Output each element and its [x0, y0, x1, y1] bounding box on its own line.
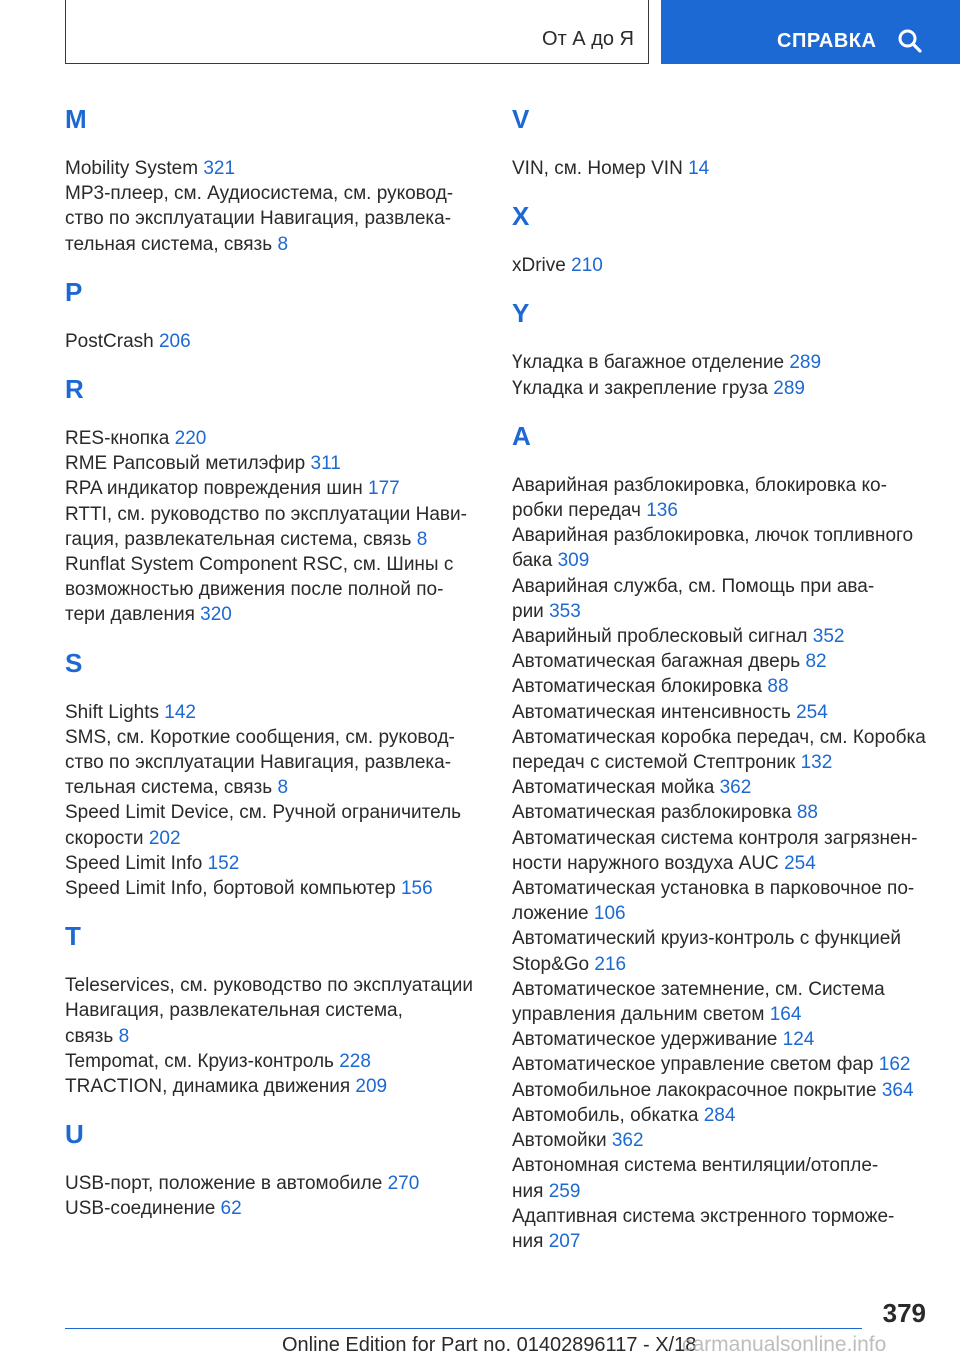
entry-list [65, 973, 485, 1099]
entry-line: Аварийная разблокировка, лючок топливного [512, 525, 914, 547]
index-entry [65, 156, 485, 181]
entry-line: Автомобиль, обкатка [512, 1104, 704, 1126]
index-entry [512, 800, 932, 825]
page-link[interactable]: 164 [769, 1004, 802, 1026]
index-column-left [65, 98, 485, 1240]
page-link[interactable]: 289 [773, 377, 805, 399]
entry-line: ложение [512, 903, 594, 925]
entry-text [65, 973, 485, 998]
page-link[interactable]: 136 [646, 500, 678, 522]
index-entry [512, 926, 932, 976]
entry-line: Автономная система вентиляции/отопле- [512, 1155, 879, 1177]
entry-text [512, 926, 932, 951]
entry-text [65, 1024, 485, 1049]
entry-line: Адаптивная система экстренного торможе- [512, 1205, 895, 1227]
entry-line: Автоматическая установка в парковочное по- [512, 878, 915, 900]
entry-line: RES-кнопка [65, 428, 175, 450]
entry-line: Stop&Go [512, 953, 595, 975]
entry-line: передач с системой Стептроник [512, 752, 801, 774]
entry-list [65, 156, 485, 257]
index-entry [512, 624, 932, 649]
index-section [65, 372, 485, 628]
index-entry [512, 350, 932, 375]
entry-line: USB-соединение [65, 1198, 221, 1220]
entry-text [65, 156, 485, 181]
index-entry [512, 674, 932, 699]
entry-line: Автоматическая мойка [512, 777, 720, 799]
entry-line: ство по эксплуатации Навигация, развлека- [65, 208, 452, 230]
entry-line: Автоматическое удерживание [512, 1029, 783, 1051]
entry-line: ния [512, 1180, 549, 1202]
index-section [65, 275, 485, 354]
page-link[interactable]: 352 [812, 626, 845, 648]
entry-text [65, 232, 485, 257]
entry-text [65, 998, 485, 1023]
footer-divider [65, 1328, 862, 1329]
entry-line: Автоматическая разблокировка [512, 802, 797, 824]
entry-text [65, 426, 485, 451]
entry-text [65, 750, 485, 775]
index-entry [65, 451, 485, 476]
entry-line: Автоматическая система контроля загрязнен- [512, 827, 918, 849]
entry-text [65, 502, 485, 527]
page-link[interactable]: 362 [611, 1130, 644, 1152]
section-letter: M [65, 104, 87, 134]
entry-line: Аварийная разблокировка, блокировка ко- [512, 474, 887, 496]
entry-line: Автомобильное лакокрасочное покрытие [512, 1079, 882, 1101]
page-link[interactable]: 8 [277, 777, 289, 799]
entry-text [512, 800, 932, 825]
page-link[interactable]: 8 [277, 233, 289, 255]
page-link[interactable]: 353 [549, 600, 581, 622]
page-link[interactable]: 254 [784, 852, 816, 874]
entry-text [65, 527, 485, 552]
section-letter: R [65, 374, 84, 405]
page-link[interactable]: 309 [557, 550, 590, 572]
page-link[interactable]: 14 [688, 158, 710, 179]
entry-line: тельная система, связь [65, 777, 278, 799]
entry-text [512, 523, 932, 548]
entry-text [512, 649, 932, 674]
entry-text [65, 1196, 485, 1221]
entry-line: Runflat System Component RSC, см. Шины с [65, 554, 454, 576]
entry-line: xDrive [512, 255, 572, 277]
page-link[interactable]: 311 [310, 453, 341, 475]
page-link[interactable]: 124 [782, 1029, 815, 1051]
entry-text [512, 624, 932, 649]
entry-text [512, 350, 932, 375]
entry-list [512, 350, 932, 400]
index-entry [512, 977, 932, 1027]
index-entry [65, 1049, 485, 1074]
entry-text [512, 156, 932, 181]
entry-line: Автоматическая багажная дверь [512, 651, 806, 673]
index-section [512, 199, 932, 278]
entry-text [512, 548, 932, 573]
entry-text [65, 329, 485, 354]
page-link[interactable]: 106 [593, 903, 626, 925]
entry-line: RPA индикатор повреждения шин [65, 478, 369, 500]
index-entry [65, 851, 485, 876]
page-link[interactable]: 207 [548, 1230, 581, 1252]
page-link[interactable]: 321 [203, 158, 236, 179]
index-entry [65, 700, 485, 725]
entry-line: ство по эксплуатации Навигация, развлека- [65, 752, 452, 774]
search-icon[interactable] [897, 28, 923, 54]
entry-line: SMS, см. Короткие сообщения, см. руковод- [65, 726, 455, 748]
entry-line: тельная система, связь [65, 233, 278, 255]
entry-line: Mobility System [65, 158, 204, 179]
entry-text [65, 826, 485, 851]
entry-list [65, 426, 485, 628]
entry-line: управления дальним светом [512, 1004, 770, 1026]
entry-line: Speed Limit Info, бортовой компьютер [65, 878, 401, 900]
entry-text [512, 876, 932, 901]
index-entry [65, 329, 485, 354]
entry-text [65, 725, 485, 750]
index-entry [65, 476, 485, 501]
entry-line: Автомойки [512, 1130, 612, 1152]
page-link[interactable]: 177 [368, 478, 400, 500]
index-entry [512, 876, 932, 926]
entry-text [512, 498, 932, 523]
index-entry [65, 426, 485, 451]
index-entry [512, 649, 932, 674]
tab-help[interactable] [661, 0, 960, 64]
index-entry [512, 1204, 932, 1254]
entry-text [512, 700, 932, 725]
index-entry [512, 523, 932, 573]
page-link[interactable]: 259 [548, 1180, 581, 1202]
entry-text [65, 476, 485, 501]
entry-line: бака [512, 550, 558, 572]
entry-text [65, 181, 485, 206]
section-letter: S [65, 647, 83, 678]
index-entry [512, 473, 932, 523]
index-section [512, 296, 932, 400]
index-entry [512, 826, 932, 876]
entry-text [512, 1027, 932, 1052]
index-entry [65, 1171, 485, 1196]
entry-text [65, 451, 485, 476]
entry-text [65, 876, 485, 901]
index-entry [65, 1074, 485, 1099]
page-link[interactable]: 210 [571, 255, 603, 277]
entry-text [512, 952, 932, 977]
index-entry [65, 725, 485, 801]
entry-line: Shift Lights [65, 701, 165, 723]
entry-text [512, 851, 932, 876]
page-link[interactable]: 8 [416, 528, 428, 550]
page-link[interactable]: 156 [400, 878, 433, 900]
page-link[interactable]: 228 [339, 1050, 371, 1072]
entry-line: связь [65, 1025, 119, 1047]
index-entry [512, 775, 932, 800]
section-letter: Y [512, 298, 530, 329]
index-section [65, 102, 485, 257]
entry-line: Аварийный проблесковый сигнал [512, 626, 813, 648]
entry-line: возможностью движения после полной по- [65, 579, 444, 601]
entry-text [65, 577, 485, 602]
entry-list [512, 253, 932, 278]
entry-line: Үкладка и закрепление груза [512, 377, 774, 399]
entry-line: Үкладка в багажное отделение [512, 352, 790, 374]
entry-text [512, 1052, 932, 1077]
tab-a-to-z-label: От А до Я [542, 28, 634, 50]
entry-line: Автоматическое затемнение, см. Система [512, 978, 885, 1000]
entry-list [65, 329, 485, 354]
entry-line: робки передач [512, 500, 647, 522]
watermark: carmanualsonline.info [682, 1333, 887, 1356]
entry-text [65, 1049, 485, 1074]
entry-text [512, 674, 932, 699]
section-letter: T [65, 921, 81, 952]
entry-text [512, 1103, 932, 1128]
index-entry [512, 253, 932, 278]
section-letter: U [65, 1119, 84, 1150]
index-column-right [512, 98, 932, 1272]
entry-text [512, 574, 932, 599]
page-link[interactable]: 216 [594, 953, 627, 975]
entry-text [512, 725, 932, 750]
index-entry [512, 725, 932, 775]
entry-line: Tempomat, см. Круиз-контроль [65, 1050, 340, 1072]
index-section [65, 1117, 485, 1221]
entry-text [65, 552, 485, 577]
entry-line: PostCrash [65, 330, 159, 352]
entry-line: тери давления [65, 604, 201, 626]
entry-line: Навигация, развлекательная система, [65, 1000, 403, 1022]
entry-line: TRACTION, динамика движения [65, 1076, 356, 1098]
entry-list [65, 700, 485, 902]
entry-list [65, 1171, 485, 1221]
entry-text [65, 775, 485, 800]
entry-line: Аварийная служба, см. Помощь при ава- [512, 575, 875, 597]
page-link[interactable]: 88 [767, 676, 789, 698]
entry-line: Автоматический круиз-контроль с функцией [512, 928, 901, 950]
entry-text [512, 977, 932, 1002]
page-link[interactable]: 8 [118, 1025, 130, 1047]
index-entry [512, 1153, 932, 1203]
page-link[interactable]: 254 [796, 701, 828, 723]
section-letter: А [512, 420, 531, 451]
index-entry [512, 1078, 932, 1103]
index-entry [65, 800, 485, 850]
entry-line: Speed Limit Info [65, 852, 208, 874]
section-letter: X [512, 201, 530, 232]
index-entry [512, 1103, 932, 1128]
page-link[interactable]: 364 [881, 1079, 914, 1101]
entry-text [512, 775, 932, 800]
entry-line: гация, развлекательная система, связь [65, 528, 417, 550]
entry-text [512, 1002, 932, 1027]
entry-text [65, 1171, 485, 1196]
index-entry [65, 973, 485, 1049]
entry-line: ности наружного воздуха AUC [512, 852, 785, 874]
entry-line: Автоматическая блокировка [512, 676, 768, 698]
index-section [512, 102, 932, 181]
tab-help-label: СПРАВКА [777, 30, 877, 52]
entry-list [512, 473, 932, 1254]
index-entry [512, 1128, 932, 1153]
entry-text [512, 1078, 932, 1103]
page-link[interactable]: 362 [719, 777, 752, 799]
entry-text [65, 1074, 485, 1099]
page-link[interactable]: 132 [800, 752, 833, 774]
entry-line: Автоматическое управление светом фар [512, 1054, 879, 1076]
index-entry [512, 376, 932, 401]
edition-footer: Online Edition for Part no. 01402896117 - X/18 [282, 1334, 697, 1356]
entry-text [65, 851, 485, 876]
page-link[interactable]: 209 [355, 1076, 388, 1098]
page-link[interactable]: 142 [164, 701, 196, 723]
entry-line: Автоматическая интенсивность [512, 701, 797, 723]
entry-text [512, 376, 932, 401]
section-letter: P [65, 276, 83, 307]
entry-line: рии [512, 600, 550, 622]
entry-text [512, 473, 932, 498]
page-link[interactable]: 152 [207, 852, 240, 874]
entry-text [512, 1179, 932, 1204]
entry-line: RME Рапсовый метилэфир [65, 453, 311, 475]
entry-text [512, 1128, 932, 1153]
page-link[interactable]: 284 [703, 1104, 736, 1126]
page-link[interactable]: 220 [174, 428, 207, 450]
entry-line: VIN, см. Номер VIN [512, 158, 689, 179]
index-entry [512, 700, 932, 725]
index-entry [512, 574, 932, 624]
entry-text [65, 700, 485, 725]
page-link[interactable]: 202 [148, 827, 181, 849]
entry-text [65, 602, 485, 627]
index-entry [65, 876, 485, 901]
entry-text [512, 599, 932, 624]
index-entry [65, 181, 485, 257]
entry-list [512, 156, 932, 181]
index-section [65, 919, 485, 1099]
entry-text [512, 826, 932, 851]
page-link[interactable]: 289 [789, 352, 822, 374]
section-letter: V [512, 104, 530, 134]
entry-text [512, 253, 932, 278]
page-link[interactable]: 82 [805, 651, 827, 673]
entry-text [512, 901, 932, 926]
entry-line: Speed Limit Device, см. Ручной ограничитель [65, 802, 462, 824]
page-link[interactable]: 162 [878, 1054, 911, 1076]
index-section [65, 646, 485, 902]
entry-text [512, 750, 932, 775]
entry-line: скорости [65, 827, 149, 849]
index-entry [512, 156, 932, 181]
tab-a-to-z[interactable] [65, 0, 649, 64]
entry-line: Автоматическая коробка передач, см. Коробка [512, 726, 926, 748]
entry-line: Teleservices, см. руководство по эксплуатации [65, 975, 474, 997]
index-entry [65, 1196, 485, 1221]
page-link[interactable]: 320 [200, 604, 232, 626]
index-entry [65, 502, 485, 552]
entry-text [512, 1229, 932, 1254]
page-link[interactable]: 206 [158, 330, 191, 352]
entry-line: RTTI, см. руководство по эксплуатации Нави- [65, 503, 467, 525]
page-number: 379 [882, 1298, 926, 1328]
entry-text [512, 1204, 932, 1229]
entry-text [512, 1153, 932, 1178]
entry-line: USB-порт, положение в автомобиле [65, 1173, 388, 1195]
entry-text [65, 800, 485, 825]
entry-line: MP3-плеер, см. Аудиосистема, см. руковод- [65, 183, 454, 205]
entry-line: ния [512, 1230, 549, 1252]
index-entry [512, 1052, 932, 1077]
page-link[interactable]: 88 [796, 802, 818, 824]
index-entry [512, 1027, 932, 1052]
page-link[interactable]: 270 [387, 1173, 420, 1195]
index-entry [65, 552, 485, 628]
entry-text [65, 206, 485, 231]
index-section [512, 419, 932, 1254]
page-link[interactable]: 62 [220, 1198, 242, 1220]
